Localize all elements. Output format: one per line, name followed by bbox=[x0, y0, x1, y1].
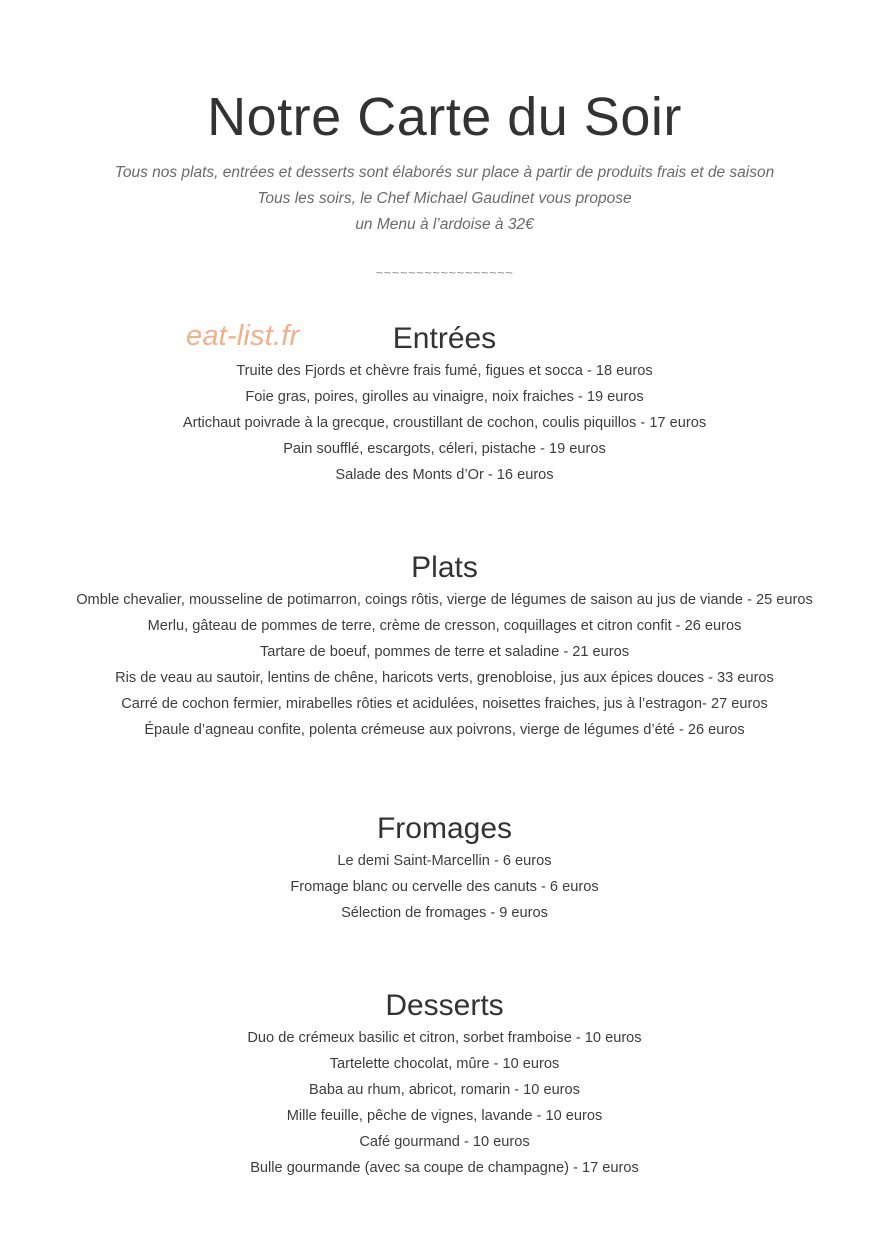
dish-item: Bulle gourmande (avec sa coupe de champagne) - 17 euros bbox=[250, 1160, 639, 1176]
dish-list bbox=[0, 358, 889, 488]
intro-line: Tous les soirs, le Chef Michael Gaudinet vous propose bbox=[257, 190, 632, 207]
dish-item: Omble chevalier, mousseline de potimarron, coings rôtis, vierge de légumes de saison au jus de viande - 25 euros bbox=[76, 592, 813, 608]
page-title: Notre Carte du Soir bbox=[207, 87, 682, 147]
dish-item: Duo de crémeux basilic et citron, sorbet framboise - 10 euros bbox=[247, 1030, 642, 1046]
section-plats bbox=[0, 549, 889, 743]
dish-item: Baba au rhum, abricot, romarin - 10 euros bbox=[309, 1082, 580, 1098]
watermark-logo: eat-list.fr bbox=[186, 320, 300, 352]
section-entrees bbox=[0, 320, 889, 488]
section-desserts bbox=[0, 987, 889, 1181]
section-title: Fromages bbox=[376, 812, 513, 845]
dish-item: Tartelette chocolat, mûre - 10 euros bbox=[329, 1056, 560, 1072]
dish-item: Merlu, gâteau de pommes de terre, crème de cresson, coquillages et citron confit - 26 euros bbox=[147, 618, 742, 634]
dish-item: Truite des Fjords et chèvre frais fumé, figues et socca - 18 euros bbox=[236, 363, 653, 379]
dish-item: Salade des Monts d’Or - 16 euros bbox=[335, 467, 554, 483]
dish-list bbox=[0, 1025, 889, 1181]
section-fromages bbox=[0, 810, 889, 926]
intro-line: un Menu à l’ardoise à 32€ bbox=[355, 216, 534, 233]
dish-item: Artichaut poivrade à la grecque, croustillant de cochon, coulis piquillos - 17 euros bbox=[182, 415, 707, 431]
dish-item: Sélection de fromages - 9 euros bbox=[341, 905, 548, 921]
dish-item: Pain soufflé, escargots, céleri, pistache - 19 euros bbox=[283, 441, 606, 457]
intro-line: Tous nos plats, entrées et desserts sont élaborés sur place à partir de produits frais et de saison bbox=[114, 164, 775, 181]
tilde-divider: ~~~~~~~~~~~~~~~~~ bbox=[375, 265, 514, 280]
dish-list bbox=[0, 848, 889, 926]
dish-item: Épaule d’agneau confite, polenta crémeuse aux poivrons, vierge de légumes d’été - 26 euros bbox=[144, 722, 745, 738]
dish-item: Carré de cochon fermier, mirabelles rôties et acidulées, noisettes fraiches, jus à l’estragon- 27 euros bbox=[121, 696, 768, 712]
dish-item: Foie gras, poires, girolles au vinaigre, noix fraiches - 19 euros bbox=[245, 389, 644, 405]
dish-item: Fromage blanc ou cervelle des canuts - 6 euros bbox=[290, 879, 599, 895]
dish-item: Café gourmand - 10 euros bbox=[359, 1134, 530, 1150]
dish-item: Le demi Saint-Marcellin - 6 euros bbox=[337, 853, 552, 869]
section-title: Plats bbox=[411, 551, 478, 584]
section-title: Entrées bbox=[392, 322, 497, 355]
section-title: Desserts bbox=[385, 989, 504, 1022]
dish-item: Tartare de boeuf, pommes de terre et saladine - 21 euros bbox=[259, 644, 630, 660]
dish-item: Ris de veau au sautoir, lentins de chêne, haricots verts, grenobloise, jus aux épices douces - 33 euros bbox=[115, 670, 774, 686]
dish-item: Mille feuille, pêche de vignes, lavande - 10 euros bbox=[286, 1108, 603, 1124]
intro-text bbox=[0, 160, 889, 238]
dish-list bbox=[0, 587, 889, 743]
